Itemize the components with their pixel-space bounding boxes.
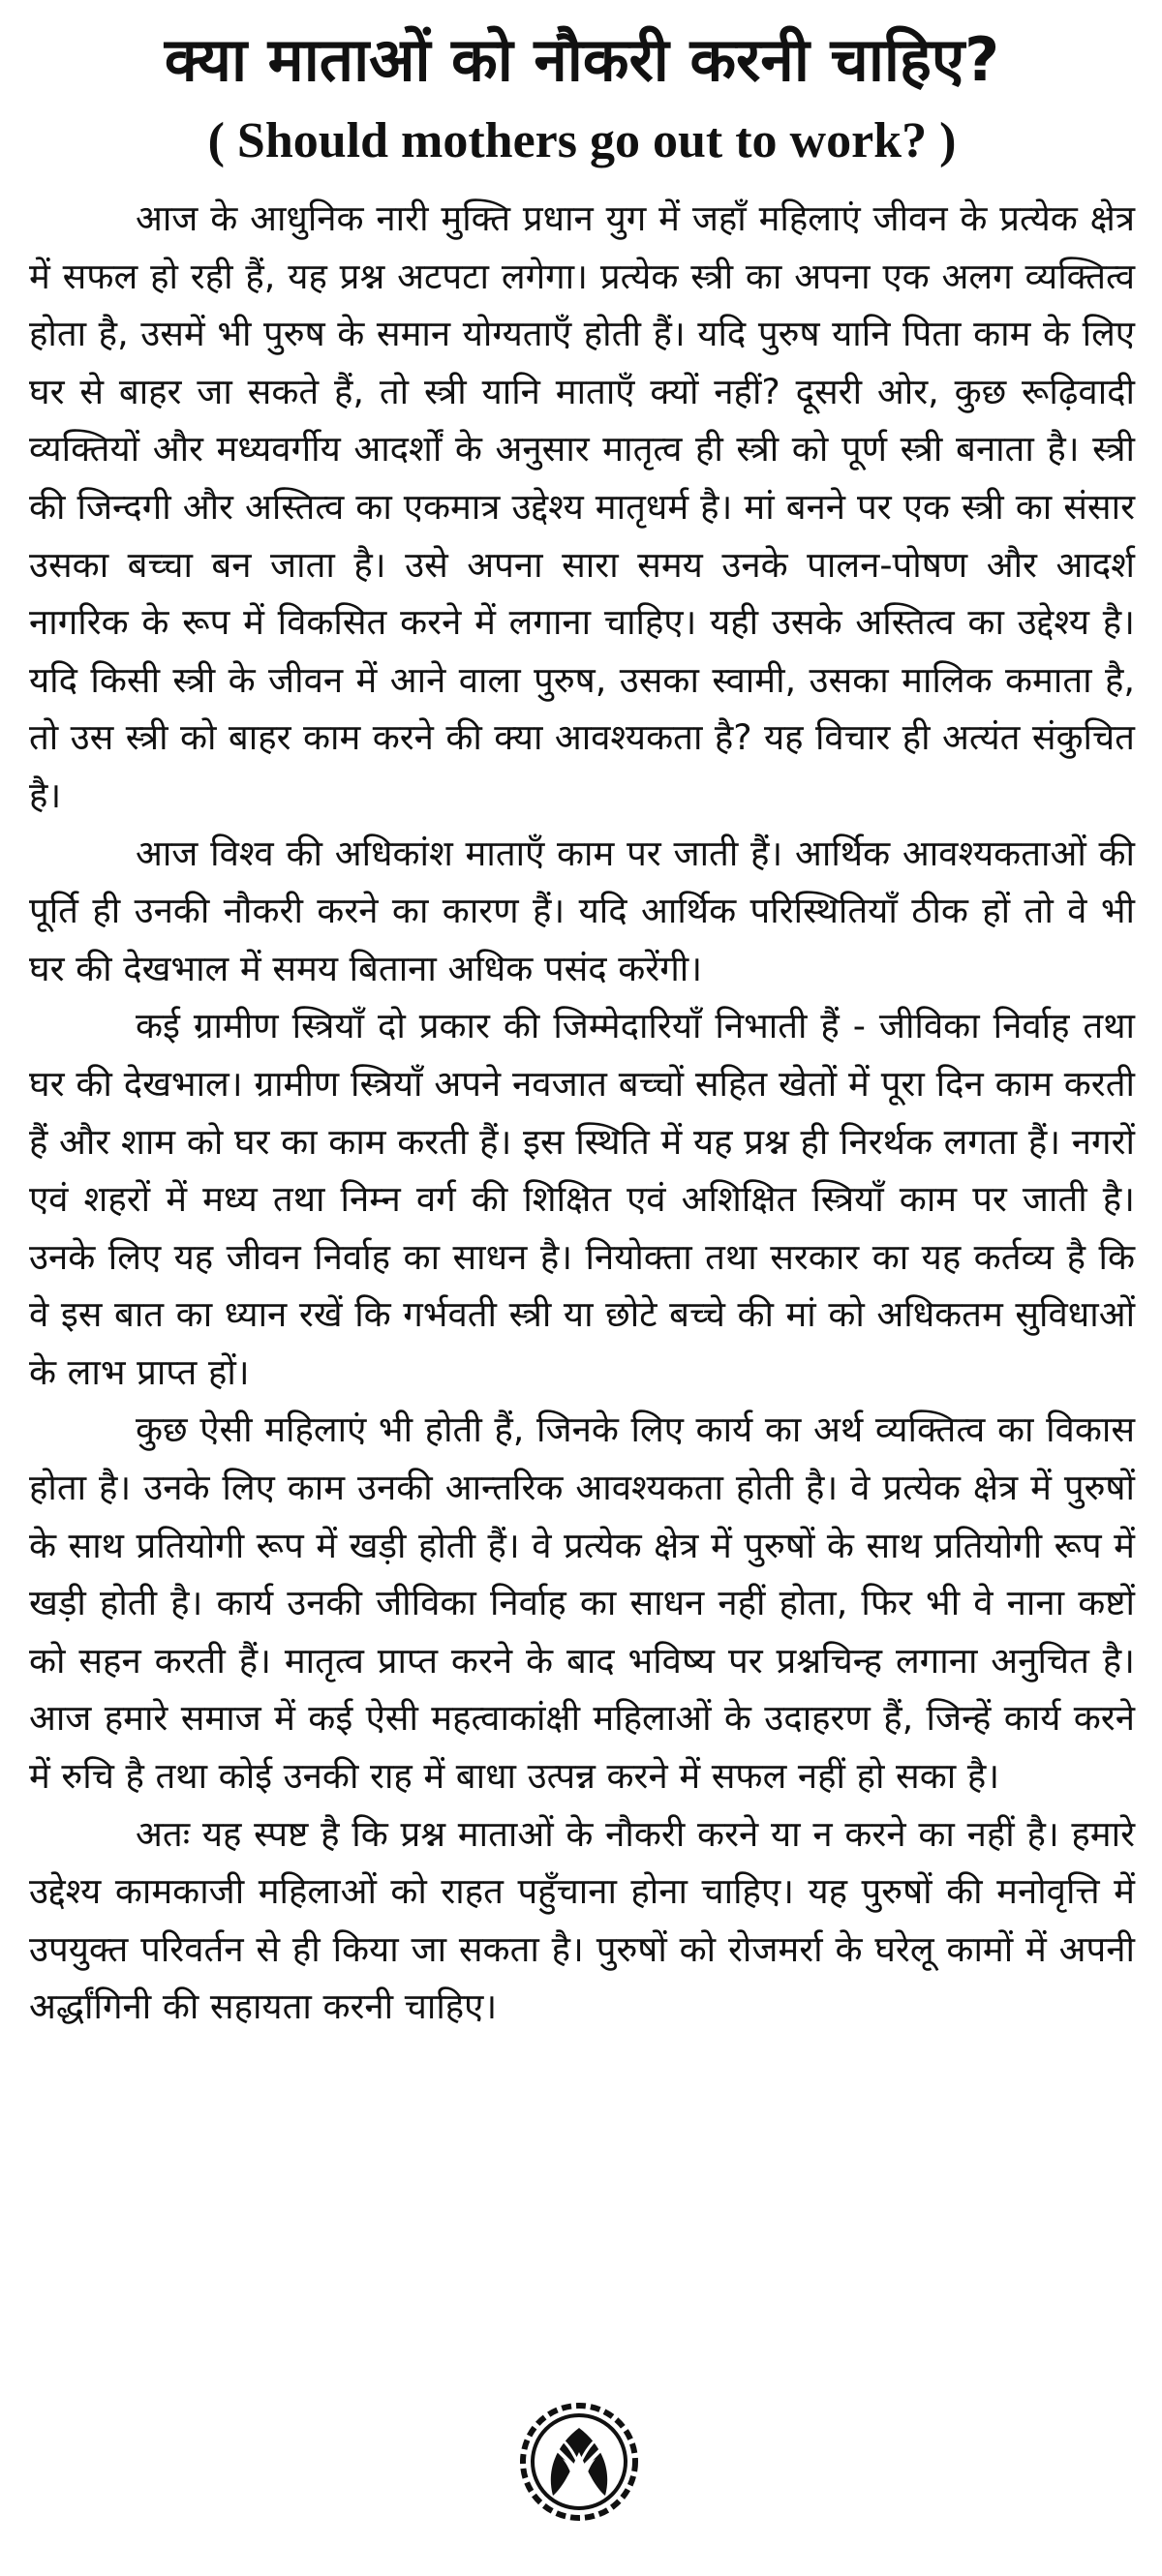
page-title-hindi: क्या माताओं को नौकरी करनी चाहिए? — [164, 24, 1000, 95]
publisher-logo-graphic — [516, 2399, 642, 2525]
essay-paragraph-1: आज के आधुनिक नारी मुक्ति प्रधान युग में जहाँ महिलाएं जीवन के प्रत्येक क्षेत्र में सफल हो रही हैं, यह प्रश्न अटपटा लगेगा। प्रत्येक स्त्री का अपना एक अलग व्यक्तित्व होता है, उसमें भी पुरुष के समान योग्यताएँ होती हैं। यदि पुरुष यानि पिता काम के लिए घर से बाहर जा सकते हैं, तो स्त्री यानि माताएँ क्यों नहीं? दूसरी ओर, कुछ रूढ़िवादी व्यक्तियों और मध्यवर्गीय आदर्शों के अनुसार मातृत्व ही स्त्री को पूर्ण स्त्री बनाता है। स्त्री की जिन्दगी और अस्तित्व का एकमात्र उद्देश्य मातृधर्म है। मां बनने पर एक स्त्री का संसार उसका बच्चा बन जाता है। उसे अपना सारा समय उनके पालन-पोषण और आदर्श नागरिक के रूप में विकसित करने में लगाना चाहिए। यही उसके अस्तित्व का उद्देश्य है। यदि किसी स्त्री के जीवन में आने वाला पुरुष, उसका स्वामी, उसका मालिक कमाता है, तो उस स्त्री को बाहर काम करने की क्या आवश्यकता है? यह विचार ही अत्यंत संकुचित है। — [29, 197, 1135, 816]
publisher-logo-icon — [516, 2399, 642, 2525]
essay-paragraph-4: कुछ ऐसी महिलाएं भी होती हैं, जिनके लिए कार्य का अर्थ व्यक्तित्व का विकास होता है। उनके लिए काम उनकी आन्तरिक आवश्यकता होती है। वे प्रत्येक क्षेत्र में पुरुषों के साथ प्रतियोगी रूप में खड़ी होती हैं। वे प्रत्येक क्षेत्र में पुरुषों के साथ प्रतियोगी रूप में खड़ी होती है। कार्य उनकी जीविका निर्वाह का साधन नहीं होता, फिर भी वे नाना कष्टों को सहन करती हैं। मातृत्व प्राप्त करने के बाद भविष्य पर प्रश्नचिन्ह लगाना अनुचित है। आज हमारे समाज में कई ऐसी महत्वाकांक्षी महिलाओं के उदाहरण हैं, जिन्हें कार्य करने में रुचि है तथा कोई उनकी राह में बाधा उत्पन्न करने में सफल नहीं हो सका है। — [29, 1409, 1135, 1798]
page-title-english: ( Should mothers go out to work? ) — [207, 113, 957, 168]
essay-paragraph-5: अतः यह स्पष्ट है कि प्रश्न माताओं के नौकरी करने या न करने का नहीं है। हमारे उद्देश्य कामकाजी महिलाओं को राहत पहुँचाना होना चाहिए। यह पुरुषों की मनोवृत्ति में उपयुक्त परिवर्तन से ही किया जा सकता है। पुरुषों को रोजमर्रा के घरेलू कामों में अपनी अर्द्धांगिनी की सहायता करनी चाहिए। — [29, 1812, 1135, 2028]
essay-paragraph-2: आज विश्व की अधिकांश माताएँ काम पर जाती हैं। आर्थिक आवश्यकताओं की पूर्ति ही उनकी नौकरी करने का कारण हैं। यदि आर्थिक परिस्थितियाँ ठीक हों तो वे भी घर की देखभाल में समय बिताना अधिक पसंद करेंगी। — [29, 832, 1135, 989]
essay-body — [29, 190, 1135, 2036]
essay-paragraph-3: कई ग्रामीण स्त्रियाँ दो प्रकार की जिम्मेदारियाँ निभाती हैं - जीविका निर्वाह तथा घर की देखभाल। ग्रामीण स्त्रियाँ अपने नवजात बच्चों सहित खेतों में पूरा दिन काम करती हैं और शाम को घर का काम करती हैं। इस स्थिति में यह प्रश्न ही निरर्थक लगता हैं। नगरों एवं शहरों में मध्य तथा निम्न वर्ग की शिक्षित एवं अशिक्षित स्त्रियाँ काम पर जाती है। उनके लिए यह जीवन निर्वाह का साधन है। नियोक्ता तथा सरकार का यह कर्तव्य है कि वे इस बात का ध्यान रखें कि गर्भवती स्त्री या छोटे बच्चे की मां को अधिकतम सुविधाओं के लाभ प्राप्त हों। — [29, 1005, 1135, 1393]
